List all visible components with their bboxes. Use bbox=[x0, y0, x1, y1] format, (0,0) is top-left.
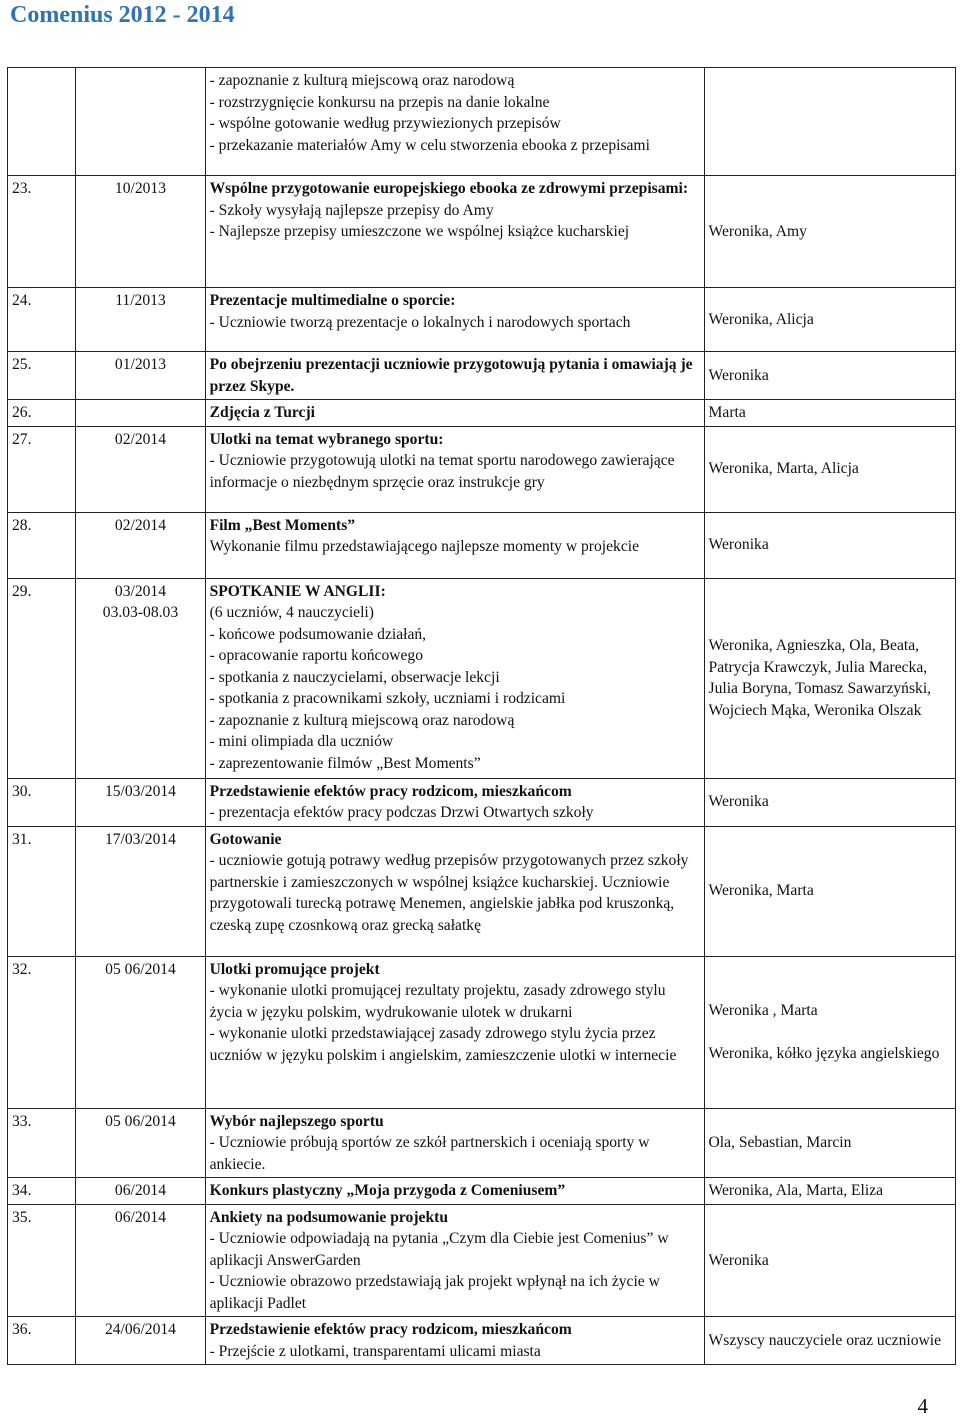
page-number: 4 bbox=[917, 1394, 928, 1418]
document-header: Comenius 2012 - 2014 bbox=[10, 2, 235, 28]
responsible-persons: Weronika, Ala, Marta, Eliza bbox=[704, 1178, 955, 1205]
date-line: 01/2013 bbox=[114, 356, 167, 373]
row-number: 27. bbox=[8, 426, 76, 512]
row-date bbox=[76, 956, 205, 1108]
row-date bbox=[76, 1317, 205, 1365]
responsible-persons: Weronika , Marta Weronika, kółko języka angielskiego bbox=[704, 956, 955, 1108]
activity-detail: - Przejście z ulotkami, transparentami ulicami miasta bbox=[209, 1342, 541, 1360]
activity-detail: - spotkania z nauczycielami, obserwacje lekcji bbox=[209, 668, 500, 686]
date-line: 17/03/2014 bbox=[104, 830, 176, 848]
row-description bbox=[205, 352, 704, 400]
activity-detail: - Szkoły wysyłają najlepsze przepisy do Amy bbox=[209, 201, 494, 219]
row-description bbox=[205, 956, 704, 1108]
activity-title: Zdjęcia z Turcji bbox=[209, 404, 315, 421]
activity-detail: - rozstrzygnięcie konkursu na przepis na danie lokalne bbox=[209, 93, 550, 111]
table-row bbox=[8, 826, 956, 956]
date-line: 02/2014 bbox=[114, 516, 167, 534]
date-line: 02/2014 bbox=[114, 430, 167, 448]
row-description bbox=[205, 826, 704, 956]
row-date bbox=[76, 512, 205, 578]
date-line: 06/2014 bbox=[114, 1182, 167, 1199]
activity-title: Przedstawienie efektów pracy rodzicom, mieszkańcom bbox=[209, 1321, 572, 1338]
row-number: 31. bbox=[8, 826, 76, 956]
row-number: 29. bbox=[8, 578, 76, 778]
date-line: 03.03-08.03 bbox=[102, 604, 179, 621]
row-date bbox=[76, 778, 205, 826]
row-number: 35. bbox=[8, 1204, 76, 1317]
row-date bbox=[76, 176, 205, 288]
table-row bbox=[8, 578, 956, 778]
table-row bbox=[8, 956, 956, 1108]
date-line: 03/2014 bbox=[114, 582, 167, 600]
activity-detail: - końcowe podsumowanie działań, bbox=[209, 625, 427, 643]
activity-detail: (6 uczniów, 4 nauczycieli) bbox=[209, 604, 374, 621]
row-description bbox=[205, 778, 704, 826]
date-line: 10/2013 bbox=[114, 180, 167, 197]
row-date bbox=[76, 400, 205, 427]
table-row bbox=[8, 426, 956, 512]
activity-title: Film „Best Moments” bbox=[209, 516, 356, 534]
activity-detail: - Uczniowie odpowiadają na pytania „Czym dla Ciebie jest Comenius” w aplikacji AnswerGarden bbox=[209, 1230, 669, 1269]
activity-detail: - przekazanie materiałów Amy w celu stworzenia ebooka z przepisami bbox=[209, 136, 650, 154]
activity-detail: - Uczniowie próbują sportów ze szkół partnerskich i oceniają sporty w ankiecie. bbox=[209, 1134, 650, 1173]
activity-title: Ankiety na podsumowanie projektu bbox=[209, 1208, 448, 1226]
row-description bbox=[205, 426, 704, 512]
responsible-persons: Weronika bbox=[704, 1204, 955, 1317]
row-description bbox=[205, 68, 704, 176]
row-number: 25. bbox=[8, 352, 76, 400]
table-row bbox=[8, 288, 956, 352]
row-date bbox=[76, 578, 205, 778]
row-number: 23. bbox=[8, 176, 76, 288]
activity-detail: - zapoznanie z kulturą miejscową oraz narodową bbox=[209, 72, 515, 89]
row-date bbox=[76, 68, 205, 176]
row-description bbox=[205, 578, 704, 778]
activity-title: Ulotki na temat wybranego sportu: bbox=[209, 430, 444, 448]
responsible-persons bbox=[704, 68, 955, 176]
table-row bbox=[8, 1317, 956, 1365]
responsible-persons: Ola, Sebastian, Marcin bbox=[704, 1108, 955, 1178]
date-line: 05 06/2014 bbox=[105, 960, 176, 978]
table-row bbox=[8, 1178, 956, 1205]
activity-detail: - uczniowie gotują potrawy według przepisów przygotowanych przez szkoły partnerskie i zamieszczonych w wspólnej książce kucharskiej. Uczniowie przygotowali turecką potrawę Menemen, angielskie jabłka pod kruszonką, czeską zupę czosnkową oraz grecką sałatkę bbox=[209, 852, 689, 934]
responsible-persons: Weronika bbox=[704, 352, 955, 400]
date-line: 24/06/2014 bbox=[104, 1321, 176, 1338]
table-row bbox=[8, 512, 956, 578]
row-number: 24. bbox=[8, 288, 76, 352]
row-number: 28. bbox=[8, 512, 76, 578]
responsible-persons: Weronika, Agnieszka, Ola, Beata, Patrycja Krawczyk, Julia Marecka, Julia Boryna, Tomasz Sawarzyński, Wojciech Mąka, Weronika Olszak bbox=[704, 578, 955, 778]
row-date bbox=[76, 1178, 205, 1205]
row-date bbox=[76, 1108, 205, 1178]
activity-detail: - wykonanie ulotki przedstawiającej zasady zdrowego stylu życia przez uczniów w języku polskim i angielskim, zamieszczenie ulotki w internecie bbox=[209, 1025, 677, 1064]
activity-title: SPOTKANIE W ANGLII: bbox=[209, 582, 386, 600]
activity-title: Wspólne przygotowanie europejskiego ebooka ze zdrowymi przepisami: bbox=[209, 180, 689, 197]
activity-title: Przedstawienie efektów pracy rodzicom, mieszkańcom bbox=[209, 782, 572, 800]
row-number: 36. bbox=[8, 1317, 76, 1365]
table-row bbox=[8, 352, 956, 400]
table-row bbox=[8, 778, 956, 826]
row-date bbox=[76, 826, 205, 956]
activity-detail: - zapoznanie z kulturą miejscową oraz narodową bbox=[209, 711, 515, 729]
activity-title: Wybór najlepszego sportu bbox=[209, 1112, 384, 1130]
activity-detail: - spotkania z pracownikami szkoły, uczniami i rodzicami bbox=[209, 690, 566, 707]
row-number bbox=[8, 68, 76, 176]
responsible-persons: Weronika bbox=[704, 778, 955, 826]
activity-detail: - wspólne gotowanie według przywiezionych przepisów bbox=[209, 115, 561, 132]
row-date bbox=[76, 352, 205, 400]
table-row bbox=[8, 400, 956, 427]
responsible-persons: Weronika, Alicja bbox=[704, 288, 955, 352]
row-description bbox=[205, 1204, 704, 1317]
row-number: 32. bbox=[8, 956, 76, 1108]
table-row bbox=[8, 1108, 956, 1178]
row-date bbox=[76, 426, 205, 512]
row-description bbox=[205, 1317, 704, 1365]
row-description bbox=[205, 400, 704, 427]
activity-title: Prezentacje multimedialne o sporcie: bbox=[209, 292, 456, 309]
responsible-persons: Weronika, Marta, Alicja bbox=[704, 426, 955, 512]
responsible-persons: Marta bbox=[704, 400, 955, 427]
responsible-persons: Weronika bbox=[704, 512, 955, 578]
schedule-table-body bbox=[8, 68, 956, 1365]
activity-detail: - Uczniowie tworzą prezentacje o lokalnych i narodowych sportach bbox=[209, 313, 631, 331]
row-description bbox=[205, 176, 704, 288]
activity-detail: Wykonanie filmu przedstawiającego najlepsze momenty w projekcie bbox=[209, 538, 640, 555]
date-line: 06/2014 bbox=[114, 1208, 167, 1226]
date-line: 05 06/2014 bbox=[105, 1112, 176, 1130]
activity-detail: - Uczniowie obrazowo przedstawiają jak projekt wpłynął na ich życie w aplikacji Padlet bbox=[209, 1273, 660, 1312]
activity-title: Konkurs plastyczny „Moja przygoda z Comeniusem” bbox=[209, 1182, 566, 1199]
activity-detail: - opracowanie raportu końcowego bbox=[209, 647, 424, 664]
row-date bbox=[76, 288, 205, 352]
row-number: 26. bbox=[8, 400, 76, 427]
row-description bbox=[205, 1178, 704, 1205]
activity-title: Gotowanie bbox=[209, 830, 282, 848]
activity-detail: - mini olimpiada dla uczniów bbox=[209, 733, 394, 750]
row-date bbox=[76, 1204, 205, 1317]
schedule-table bbox=[7, 67, 956, 1365]
activity-detail: - Uczniowie przygotowują ulotki na temat sportu narodowego zawierające informacje o niezbędnym sprzęcie oraz instrukcje gry bbox=[209, 452, 675, 491]
row-number: 30. bbox=[8, 778, 76, 826]
row-description bbox=[205, 288, 704, 352]
responsible-persons: Weronika, Amy bbox=[704, 176, 955, 288]
row-description bbox=[205, 1108, 704, 1178]
activity-detail: - prezentacja efektów pracy podczas Drzwi Otwartych szkoły bbox=[209, 804, 594, 821]
activity-detail: - wykonanie ulotki promującej rezultaty projektu, zasady zdrowego stylu życia w języku polskim, wydrukowanie ulotek w drukarni bbox=[209, 982, 666, 1021]
responsible-persons: Weronika, Marta bbox=[704, 826, 955, 956]
table-row bbox=[8, 68, 956, 176]
activity-title: Po obejrzeniu prezentacji uczniowie przygotowują pytania i omawiają je przez Skype. bbox=[209, 356, 693, 395]
table-row bbox=[8, 176, 956, 288]
activity-title: Ulotki promujące projekt bbox=[209, 960, 380, 978]
row-number: 33. bbox=[8, 1108, 76, 1178]
row-description bbox=[205, 512, 704, 578]
activity-detail: - Najlepsze przepisy umieszczone we wspólnej książce kucharskiej bbox=[209, 223, 630, 240]
row-number: 34. bbox=[8, 1178, 76, 1205]
date-line: 15/03/2014 bbox=[104, 782, 176, 800]
activity-detail: - zaprezentowanie filmów „Best Moments” bbox=[209, 754, 481, 772]
table-row bbox=[8, 1204, 956, 1317]
date-line: 11/2013 bbox=[115, 292, 166, 309]
responsible-persons: Wszyscy nauczyciele oraz uczniowie bbox=[704, 1317, 955, 1365]
